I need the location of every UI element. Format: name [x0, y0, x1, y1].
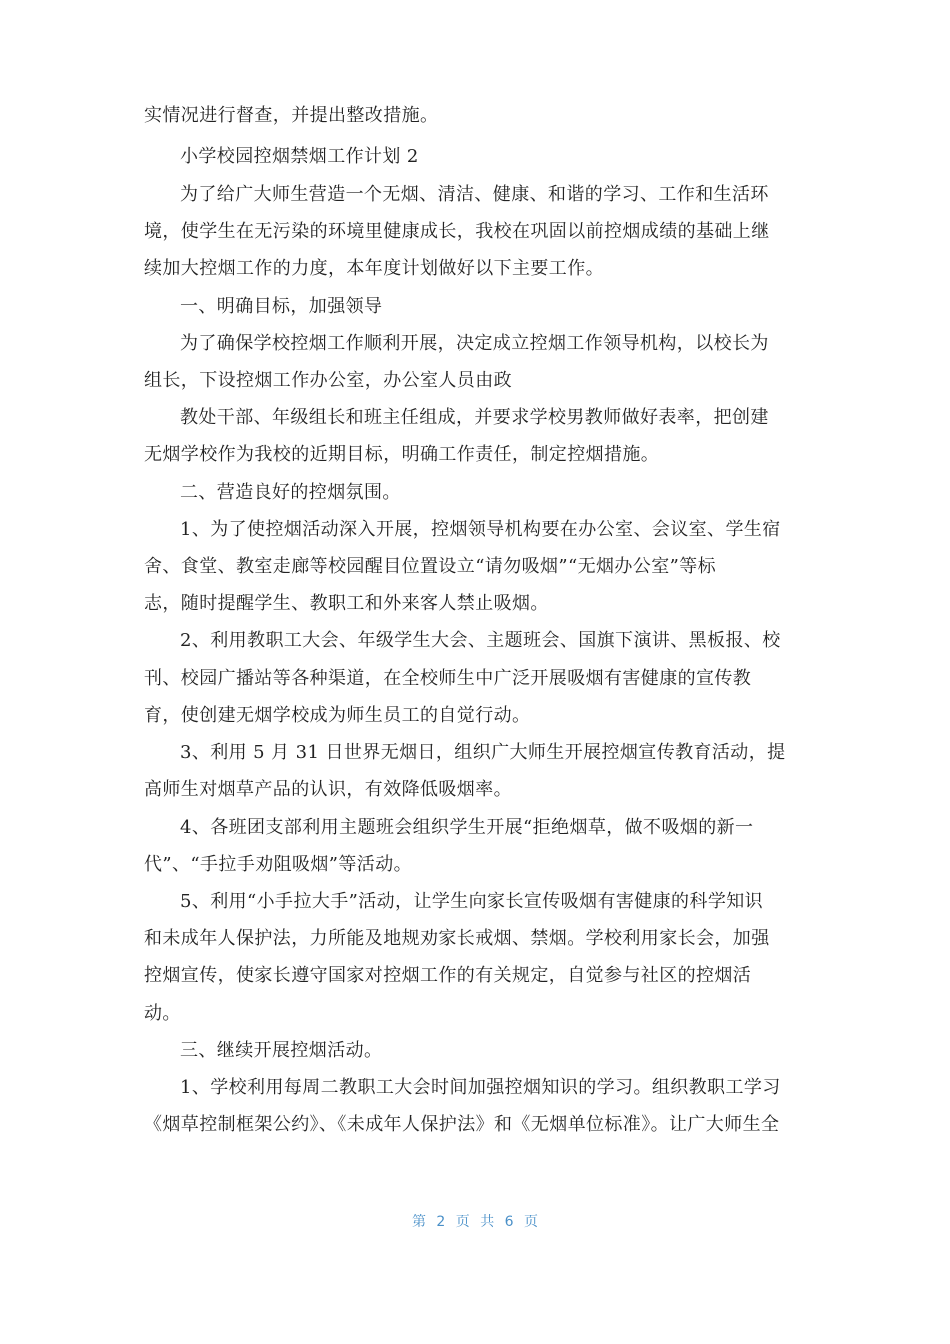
- text-line: 无烟学校作为我校的近期目标，明确工作责任，制定控烟措施。: [144, 444, 660, 465]
- heading: 三、继续开展控烟活动。: [180, 1040, 383, 1061]
- text-line: 高师生对烟草产品的认识，有效降低吸烟率。: [144, 779, 512, 800]
- text-line: 4、各班团支部利用主题班会组织学生开展“拒绝烟草，做不吸烟的新一: [180, 817, 754, 838]
- text-line: 组长，下设控烟工作办公室，办公室人员由政: [144, 370, 512, 391]
- text-line: 为了给广大师生营造一个无烟、清洁、健康、和谐的学习、工作和生活环: [180, 184, 769, 205]
- page-number-footer: 第 2 页 共 6 页: [411, 1214, 539, 1230]
- text-line: 刊、校园广播站等各种渠道，在全校师生中广泛开展吸烟有害健康的宣传教: [144, 668, 752, 689]
- text-line: 志，随时提醒学生、教职工和外来客人禁止吸烟。: [144, 593, 549, 614]
- heading: 一、明确目标，加强领导: [180, 296, 383, 317]
- text-line: 续加大控烟工作的力度，本年度计划做好以下主要工作。: [144, 258, 604, 279]
- text-line: 1、学校利用每周二教职工大会时间加强控烟知识的学习。组织教职工学习: [180, 1077, 781, 1098]
- text-line: 和未成年人保护法，力所能及地规劝家长戒烟、禁烟。学校利用家长会，加强: [144, 928, 770, 949]
- text-line: 育，使创建无烟学校成为师生员工的自觉行动。: [144, 705, 531, 726]
- text-line: 《烟草控制框架公约》、《未成年人保护法》和《无烟单位标准》。让广大师生全: [144, 1114, 780, 1135]
- text-line: 动。: [144, 1003, 181, 1024]
- text-line: 5、利用“小手拉大手”活动，让学生向家长宣传吸烟有害健康的科学知识: [180, 891, 764, 912]
- text-line: 2、利用教职工大会、年级学生大会、主题班会、国旗下演讲、黑板报、校: [180, 630, 781, 651]
- text-line: 教处干部、年级组长和班主任组成，并要求学校男教师做好表率，把创建: [180, 407, 769, 428]
- text-line: 舍、食堂、教室走廊等校园醒目位置设立“请勿吸烟”“无烟办公室”等标: [144, 556, 717, 577]
- text-line: 为了确保学校控烟工作顺利开展，决定成立控烟工作领导机构，以校长为: [180, 333, 769, 354]
- text-line: 1、为了使控烟活动深入开展，控烟领导机构要在办公室、会议室、学生宿: [180, 519, 781, 540]
- text-line: 控烟宣传，使家长遵守国家对控烟工作的有关规定，自觉参与社区的控烟活: [144, 965, 752, 986]
- heading: 二、营造良好的控烟氛围。: [180, 482, 401, 503]
- text-line: 代”、“手拉手劝阻吸烟”等活动。: [144, 854, 413, 875]
- text-line: 3、利用 5 月 31 日世界无烟日，组织广大师生开展控烟宣传教育活动，提: [180, 742, 786, 763]
- section-title: 小学校园控烟禁烟工作计划 2: [180, 146, 419, 167]
- text-line: 境，使学生在无污染的环境里健康成长，我校在巩固以前控烟成绩的基础上继: [144, 221, 770, 242]
- text-line: 实情况进行督查，并提出整改措施。: [144, 105, 439, 126]
